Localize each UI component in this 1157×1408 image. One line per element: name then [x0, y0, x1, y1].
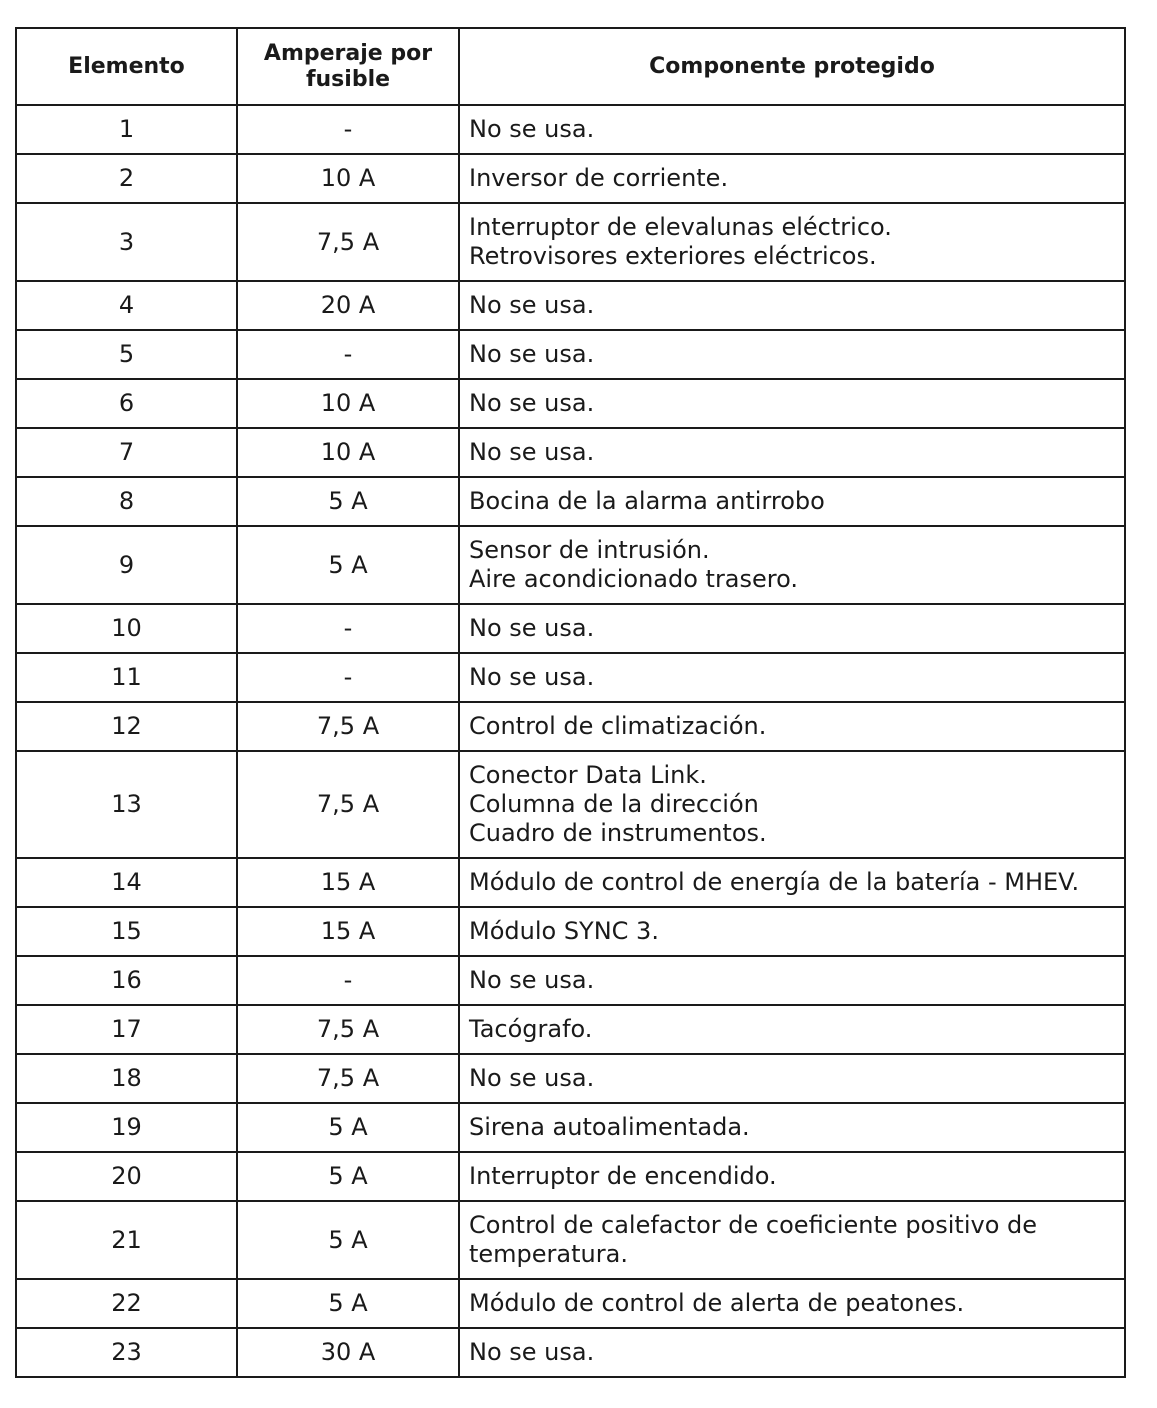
amperage-cell: 7,5 A [237, 1005, 459, 1054]
component-line: Columna de la dirección [469, 790, 759, 818]
component-line: No se usa. [469, 1338, 595, 1366]
component-cell [459, 751, 1125, 858]
component-cell [459, 105, 1125, 154]
table-row [16, 1279, 1125, 1328]
component-line: Inversor de corriente. [469, 164, 729, 192]
component-line: Módulo de control de energía de la batería - MHEV. [469, 868, 1080, 896]
component-line: Módulo de control de alerta de peatones. [469, 1289, 965, 1317]
component-cell [459, 379, 1125, 428]
amperage-cell: 10 A [237, 379, 459, 428]
table-row [16, 956, 1125, 1005]
component-cell [459, 526, 1125, 604]
component-line: No se usa. [469, 438, 595, 466]
amperage-cell: 10 A [237, 428, 459, 477]
amperage-cell: 5 A [237, 477, 459, 526]
element-number-cell: 16 [16, 956, 237, 1005]
fuse-table [15, 27, 1126, 1378]
table-row [16, 907, 1125, 956]
header-element: Elemento [16, 28, 237, 105]
component-line: No se usa. [469, 663, 595, 691]
amperage-cell: 15 A [237, 907, 459, 956]
amperage-cell: 7,5 A [237, 751, 459, 858]
amperage-cell: - [237, 956, 459, 1005]
component-cell [459, 1054, 1125, 1103]
header-row [16, 28, 1125, 105]
element-number-cell: 23 [16, 1328, 237, 1377]
component-line: No se usa. [469, 1064, 595, 1092]
header-amperage [237, 28, 459, 105]
header-component: Componente protegido [459, 28, 1125, 105]
element-number-cell: 18 [16, 1054, 237, 1103]
table-row [16, 526, 1125, 604]
table-row [16, 1103, 1125, 1152]
component-line: Interruptor de elevalunas eléctrico. [469, 213, 892, 241]
amperage-cell: - [237, 604, 459, 653]
amperage-cell: 15 A [237, 858, 459, 907]
amperage-cell: 7,5 A [237, 203, 459, 281]
component-line: Interruptor de encendido. [469, 1162, 777, 1190]
component-line: Cuadro de instrumentos. [469, 819, 767, 847]
element-number-cell: 13 [16, 751, 237, 858]
element-number-cell: 11 [16, 653, 237, 702]
component-cell [459, 907, 1125, 956]
component-cell [459, 702, 1125, 751]
table-row [16, 604, 1125, 653]
table-row [16, 653, 1125, 702]
element-number-cell: 6 [16, 379, 237, 428]
component-cell [459, 1279, 1125, 1328]
element-number-cell: 4 [16, 281, 237, 330]
amperage-cell: 10 A [237, 154, 459, 203]
element-number-cell: 3 [16, 203, 237, 281]
component-line: Control de climatización. [469, 712, 767, 740]
component-line: No se usa. [469, 291, 595, 319]
amperage-cell: 5 A [237, 1279, 459, 1328]
element-number-cell: 15 [16, 907, 237, 956]
amperage-cell: - [237, 330, 459, 379]
component-cell [459, 281, 1125, 330]
amperage-cell: 7,5 A [237, 702, 459, 751]
element-number-cell: 10 [16, 604, 237, 653]
component-line: Retrovisores exteriores eléctricos. [469, 242, 877, 270]
component-line: Sensor de intrusión. [469, 536, 710, 564]
amperage-cell: 5 A [237, 1103, 459, 1152]
component-line: Control de calefactor de coeficiente positivo de temperatura. [469, 1211, 1038, 1268]
table-row [16, 1328, 1125, 1377]
table-row [16, 1201, 1125, 1279]
component-cell [459, 428, 1125, 477]
table-row [16, 1152, 1125, 1201]
table-row [16, 154, 1125, 203]
component-line: Módulo SYNC 3. [469, 917, 659, 945]
table-row [16, 702, 1125, 751]
component-cell [459, 1201, 1125, 1279]
component-cell [459, 1005, 1125, 1054]
component-cell [459, 477, 1125, 526]
element-number-cell: 20 [16, 1152, 237, 1201]
component-cell [459, 154, 1125, 203]
component-line: Tacógrafo. [469, 1015, 593, 1043]
table-row [16, 379, 1125, 428]
table-body [16, 105, 1125, 1377]
element-number-cell: 7 [16, 428, 237, 477]
table-row [16, 1005, 1125, 1054]
component-cell [459, 1103, 1125, 1152]
table-row [16, 1054, 1125, 1103]
amperage-cell: 20 A [237, 281, 459, 330]
element-number-cell: 14 [16, 858, 237, 907]
element-number-cell: 12 [16, 702, 237, 751]
component-cell [459, 1152, 1125, 1201]
component-line: Aire acondicionado trasero. [469, 565, 799, 593]
component-line: Sirena autoalimentada. [469, 1113, 750, 1141]
element-number-cell: 19 [16, 1103, 237, 1152]
component-line: No se usa. [469, 115, 595, 143]
amperage-cell: - [237, 105, 459, 154]
table-row [16, 330, 1125, 379]
element-number-cell: 9 [16, 526, 237, 604]
table-row [16, 858, 1125, 907]
element-number-cell: 5 [16, 330, 237, 379]
table-row [16, 105, 1125, 154]
header-amperage-label: Amperaje por fusible [263, 40, 433, 92]
component-cell [459, 858, 1125, 907]
component-line: No se usa. [469, 340, 595, 368]
table-row [16, 281, 1125, 330]
amperage-cell: 5 A [237, 526, 459, 604]
element-number-cell: 2 [16, 154, 237, 203]
element-number-cell: 17 [16, 1005, 237, 1054]
component-line: Conector Data Link. [469, 761, 707, 789]
component-cell [459, 1328, 1125, 1377]
amperage-cell: 5 A [237, 1152, 459, 1201]
table-row [16, 203, 1125, 281]
table-row [16, 751, 1125, 858]
component-cell [459, 203, 1125, 281]
element-number-cell: 22 [16, 1279, 237, 1328]
table-row [16, 428, 1125, 477]
table-row [16, 477, 1125, 526]
component-line: No se usa. [469, 389, 595, 417]
component-line: Bocina de la alarma antirrobo [469, 487, 825, 515]
amperage-cell: 5 A [237, 1201, 459, 1279]
component-cell [459, 330, 1125, 379]
amperage-cell: - [237, 653, 459, 702]
component-cell [459, 653, 1125, 702]
table-header [16, 28, 1125, 105]
amperage-cell: 7,5 A [237, 1054, 459, 1103]
component-line: No se usa. [469, 614, 595, 642]
component-cell [459, 604, 1125, 653]
component-line: No se usa. [469, 966, 595, 994]
amperage-cell: 30 A [237, 1328, 459, 1377]
element-number-cell: 8 [16, 477, 237, 526]
element-number-cell: 21 [16, 1201, 237, 1279]
element-number-cell: 1 [16, 105, 237, 154]
component-cell [459, 956, 1125, 1005]
